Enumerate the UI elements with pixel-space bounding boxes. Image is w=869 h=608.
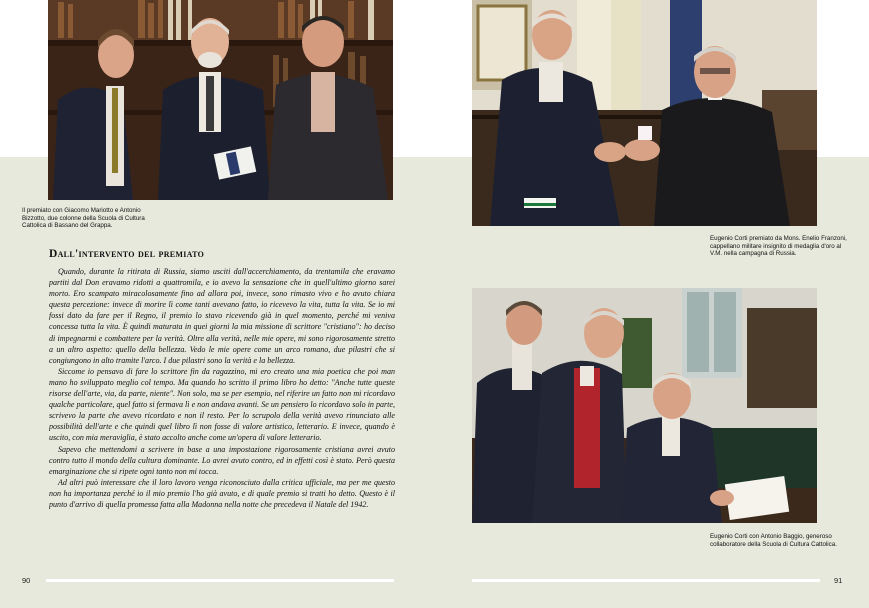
photo-award-ceremony [472,0,817,226]
section-heading: Dall'intervento del premiato [49,248,205,260]
article-paragraph: Sapevo che mettendomi a scrivere in base a una impostazione rigorosamente cristiana avrei avuto contro tutto il mondo della cultura dominante. Lo avrei avuto contro, ed in effetti così è stato. Però questa emarginazione che si ripete ogni tanto non mi tocca. [49,444,395,476]
article-body [49,266,395,562]
photo-signing [472,288,817,523]
page-number-left: 90 [22,576,31,585]
photo-caption: Eugenio Corti premiato da Mons. Enelio Franzoni, cappellano militare insignito di medaglia d'oro al V.M. nella campagna di Russia. [710,235,847,258]
article-paragraph: Siccome io pensavo di fare lo scrittore fin da ragazzino, mi ero creato una mia poetica che poi man mano ho sviluppato meglio col tempo. Ma quando ho scritto il primo libro ho detto: "Anche tutte queste risorse dell'arte, via, da parte, niente". Non solo, ma se per esempio, nel riferire un fatto non mi ricordavo qualche particolare, quel fatto si fermava lì e non andava avanti. Se un pensiero lo ricordavo solo in parte, scrivevo la parte che avevo ricordato e non il resto. Per lo scrupolo della verità avevo rinunciato alle possibilità dell'arte e che quindi quel libro lì non fosse di valore artistico, letterario. E invece, quando è uscito, con mia meraviglia, è stato accolto anche come un'opera di valore letterario. [49,366,395,443]
photo-caption: Eugenio Corti con Antonio Baggio, generoso collaboratore della Scuola di Cultura Cattolica. [710,533,837,548]
article-paragraph: Ad altri può interessare che il loro lavoro venga riconosciuto dalla critica ufficiale, ma per me questo non ha importanza perché io il mio premio l'ho già avuto, e di quale premio si tratti ho detto. Questo è il punto d'arrivo di quella promessa fatta alla Madonna nella notte che precedeva il Natale del 1942. [49,477,395,509]
article-paragraph: Quando, durante la ritirata di Russia, siamo usciti dall'accerchiamento, da trentamila che eravamo partiti dal Don eravamo ridotti a quattromila, e io avevo la sensazione che in quell'ultimo giorno sarei morto. Ero scampato miracolosamente fino ad allora poi, invece, sono rimasto vivo e ho avuto chiara questa percezione: invece di morire lì come tanti avevano fatto, io ricevevo la vita, tutta la vita. Se io mi fossi dato da fare per il Regno, il premio lo stavo ricevendo già in quel momento, perché mi veniva concessa tutta la vita. È quindi maturata in quei giorni la mia missione di scrittore "cristiano": ho deciso di impegnarmi e combattere per la verità. Oltre alla verità, nelle mie opere, mi sono rigorosamente stretto a un altro aspetto: quello della bellezza. Vedo le mie opere come un arco romano, due pilastri che si congiungono in alto tramite l'arco. I due pilastri sono la verità e la bellezza. [49,267,395,365]
footer-rule-right [472,579,820,582]
page-number-right: 91 [834,576,843,585]
footer-rule-left [46,579,394,582]
photo-three-men [48,0,393,200]
photo-caption: Il premiato con Giacomo Mariotto e Antonio Bizzotto, due colonne della Scuola di Cultura Cattolica di Bassano del Grappa. [22,207,145,230]
